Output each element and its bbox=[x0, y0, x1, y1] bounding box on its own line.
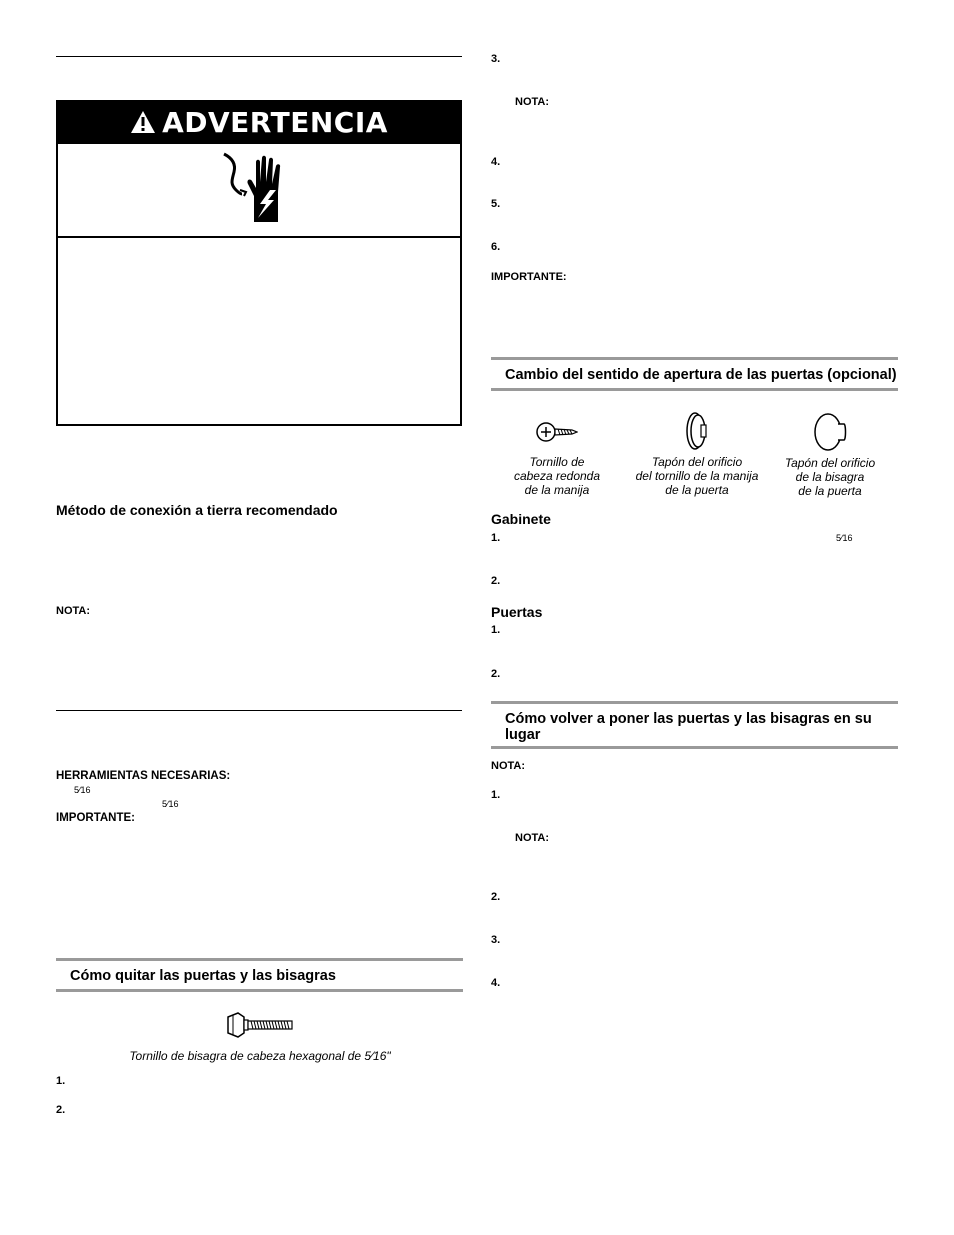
tools-fraction-1: 5⁄16 bbox=[74, 785, 91, 795]
electrical-shock-hand-icon bbox=[220, 152, 292, 226]
top-rule-left bbox=[56, 56, 462, 57]
replace-step-2: 2. bbox=[491, 891, 501, 903]
replace-step-4: 4. bbox=[491, 977, 501, 989]
doors-heading: Puertas bbox=[491, 604, 543, 620]
remove-step-1: 1. bbox=[56, 1075, 66, 1087]
doors-step-2: 2. bbox=[491, 668, 501, 680]
handle-screw-plug-icon bbox=[684, 411, 710, 451]
step-3-note: NOTA: bbox=[515, 96, 550, 108]
cabinet-step-1: 1. bbox=[491, 532, 501, 544]
part-caption-3: Tapón del orificio de la bisagra de la puerta bbox=[784, 456, 876, 498]
important-label-right: IMPORTANTE: bbox=[491, 271, 567, 283]
step-4: 4. bbox=[491, 156, 501, 168]
remove-step-2: 2. bbox=[56, 1104, 66, 1116]
remove-section-title: Cómo quitar las puertas y las bisagras bbox=[70, 968, 336, 984]
replace-step-1-note: NOTA: bbox=[515, 832, 550, 844]
important-label: IMPORTANTE: bbox=[56, 812, 136, 824]
warning-divider-bottom bbox=[58, 236, 460, 238]
replace-section-rule-bottom bbox=[491, 746, 898, 749]
mid-rule-left bbox=[56, 710, 462, 711]
reverse-section-rule-bottom bbox=[491, 388, 898, 391]
reverse-section-rule-top bbox=[491, 357, 898, 360]
hinge-plug-icon bbox=[812, 412, 848, 452]
tools-label: HERRAMIENTAS NECESARIAS: bbox=[56, 770, 231, 782]
remove-section-rule-top bbox=[56, 958, 463, 961]
warning-divider-top bbox=[58, 142, 460, 144]
hex-hinge-screw-icon bbox=[224, 1012, 294, 1038]
cabinet-heading: Gabinete bbox=[491, 511, 551, 527]
note-label: NOTA: bbox=[56, 605, 91, 617]
step-5: 5. bbox=[491, 198, 501, 210]
doors-step-1: 1. bbox=[491, 624, 501, 636]
remove-section-rule-bottom bbox=[56, 989, 463, 992]
warning-box bbox=[56, 100, 462, 426]
warning-triangle-icon bbox=[130, 110, 156, 134]
replace-section-title: Cómo volver a poner las puertas y las bisagras en su lugar bbox=[505, 711, 872, 743]
tools-fraction-2: 5⁄16 bbox=[162, 799, 179, 809]
part-caption-1: Tornillo de cabeza redonda de la manija bbox=[513, 455, 601, 497]
step-3: 3. bbox=[491, 53, 501, 65]
cabinet-step-2: 2. bbox=[491, 575, 501, 587]
reverse-section-title: Cambio del sentido de apertura de las puertas (opcional) bbox=[505, 367, 897, 383]
step-6: 6. bbox=[491, 241, 501, 253]
hinge-screw-caption: Tornillo de bisagra de cabeza hexagonal de 5⁄16" bbox=[129, 1049, 391, 1063]
replace-step-3: 3. bbox=[491, 934, 501, 946]
cabinet-fraction: 5⁄16 bbox=[836, 533, 853, 543]
part-caption-2: Tapón del orificio del tornillo de la manija de la puerta bbox=[635, 455, 759, 497]
grounding-heading: Método de conexión a tierra recomendado bbox=[56, 502, 338, 518]
replace-section-rule-top bbox=[491, 701, 898, 704]
replace-step-1: 1. bbox=[491, 789, 501, 801]
warning-header bbox=[58, 102, 460, 142]
replace-note: NOTA: bbox=[491, 760, 526, 772]
round-head-screw-icon bbox=[536, 421, 578, 443]
warning-title: ADVERTENCIA bbox=[162, 105, 388, 139]
